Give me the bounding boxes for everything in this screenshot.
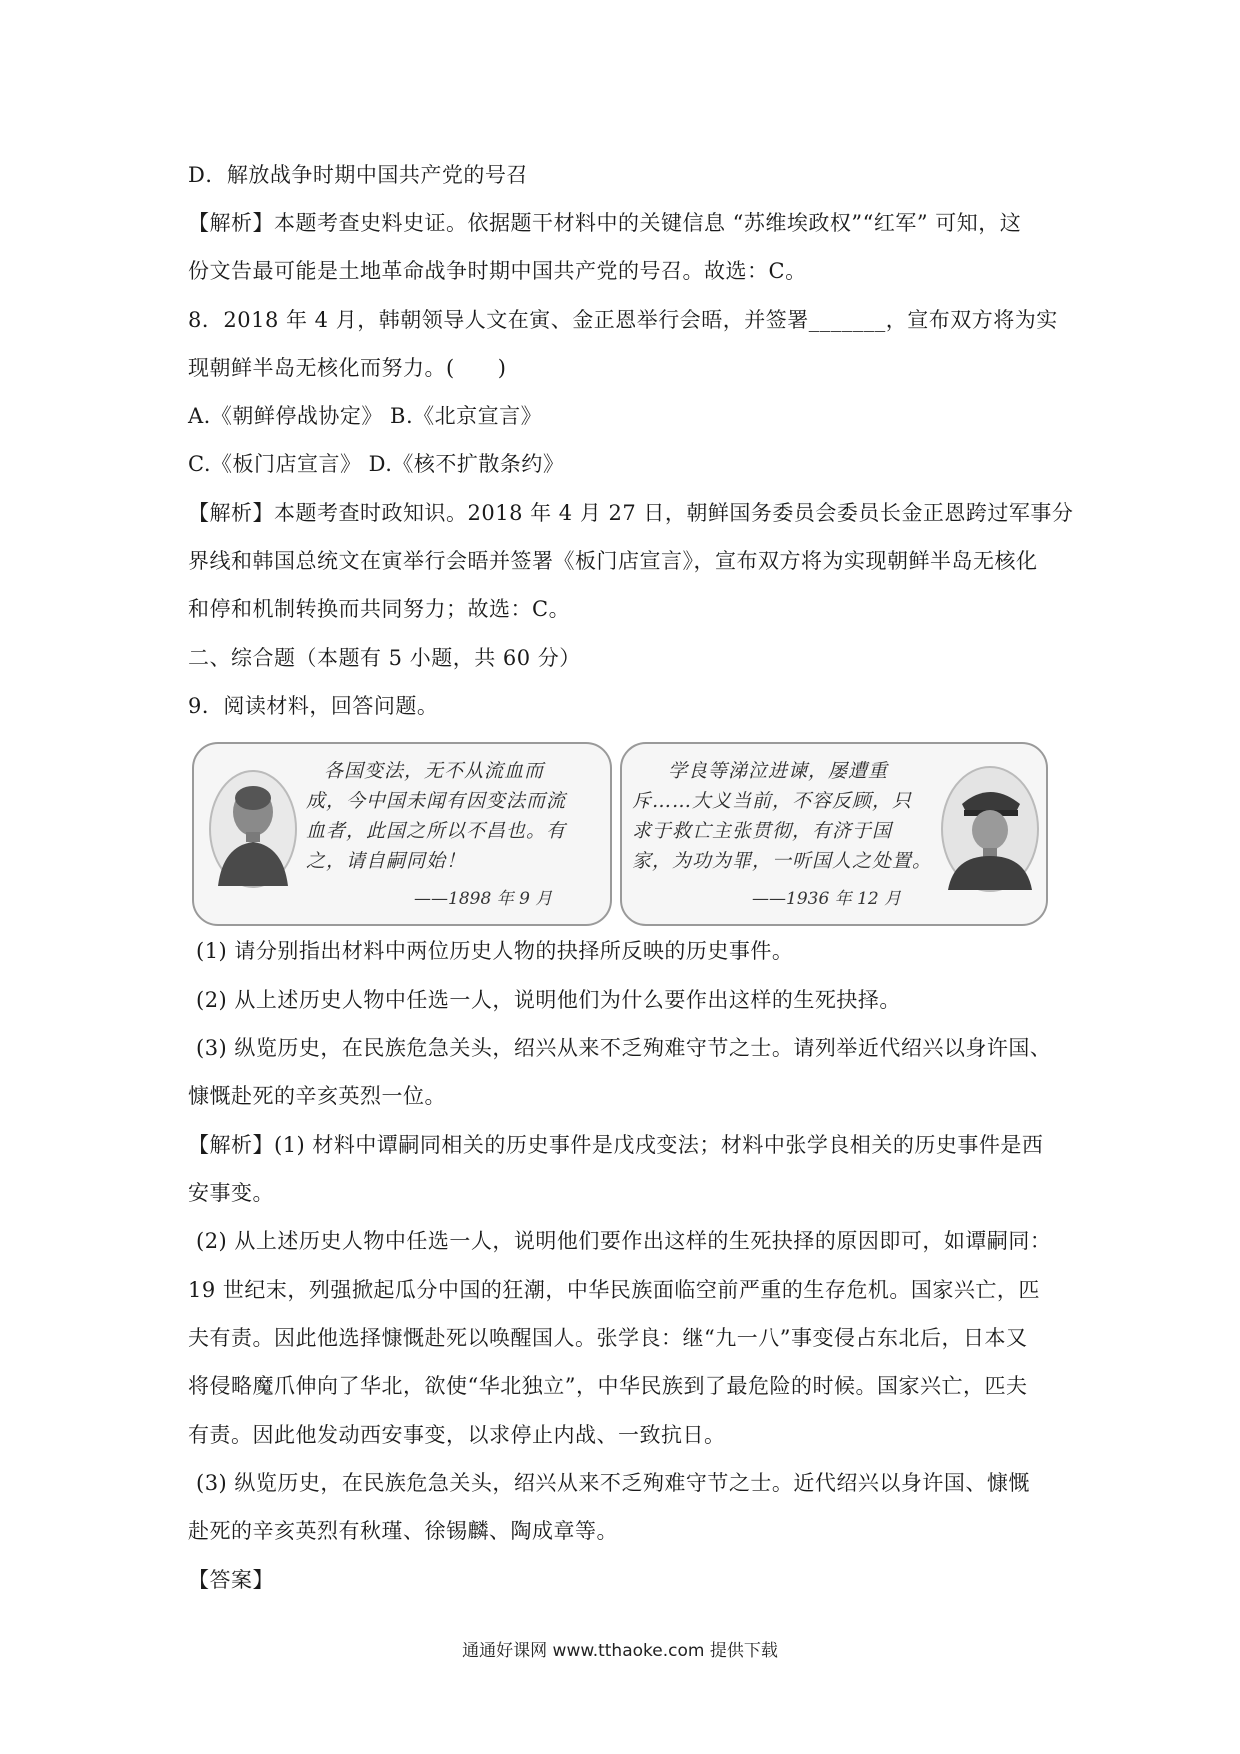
right-quote-line-3: 求于救亡主张贯彻，有济于国	[632, 820, 893, 842]
right-quote-line-2: 斥……大义当前，不容反顾，只	[632, 790, 913, 812]
analysis-9-line-5: 夫有责。因此他选择慷慨赴死以唤醒国人。张学良：继“九一八”事变侵占东北后，日本又	[188, 1326, 1028, 1350]
left-quote-date: ——1898 年 9 月	[414, 889, 553, 909]
question-8-line-2: 现朝鲜半岛无核化而努力。( )	[188, 356, 507, 380]
analysis-8-line-2: 界线和韩国总统文在寅举行会晤并签署《板门店宣言》，宣布双方将为实现朝鲜半岛无核化	[188, 549, 1038, 573]
question-8-options-cd: C.《板门店宣言》 D.《核不扩散条约》	[188, 452, 565, 476]
section-heading: 二、综合题（本题有 5 小题，共 60 分）	[188, 646, 581, 670]
analysis-9-line-2: 安事变。	[188, 1181, 274, 1205]
analysis-8-line-3: 和停和机制转换而共同努力；故选：C。	[188, 597, 571, 621]
sub-question-1: (1) 请分别指出材料中两位历史人物的抉择所反映的历史事件。	[196, 939, 794, 963]
analysis-7-line-2: 份文告最可能是土地革命战争时期中国共产党的号召。故选：C。	[188, 259, 807, 283]
material-figure	[188, 742, 1048, 928]
right-quote-date: ——1936 年 12 月	[752, 889, 902, 909]
analysis-9-line-4: 19 世纪末，列强掀起瓜分中国的狂潮，中华民族面临空前严重的生存危机。国家兴亡，匹	[188, 1278, 1040, 1302]
analysis-9-line-9: 赴死的辛亥英烈有秋瑾、徐锡麟、陶成章等。	[188, 1519, 618, 1543]
analysis-9-line-8: (3) 纵览历史，在民族危急关头，绍兴从来不乏殉难守节之士。近代绍兴以身许国、慷慨	[196, 1471, 1030, 1495]
left-quote-line-1: 各国变法，无不从流血而	[324, 760, 545, 782]
portrait-zhang-xueliang	[940, 764, 1040, 894]
sub-question-2: (2) 从上述历史人物中任选一人，说明他们为什么要作出这样的生死抉择。	[196, 988, 901, 1012]
left-quote-line-2: 成，今中国未闻有因变法而流	[306, 790, 567, 812]
option-d: D．解放战争时期中国共产党的号召	[188, 163, 528, 187]
analysis-8-line-1: 【解析】本题考查时政知识。2018 年 4 月 27 日，朝鲜国务委员会委员长金正恩跨过军事分	[188, 501, 1074, 525]
question-8-options-ab: A.《朝鲜停战协定》 B.《北京宣言》	[188, 404, 543, 428]
question-9-heading: 9．阅读材料，回答问题。	[188, 694, 439, 718]
left-quote-line-4: 之，请自嗣同始！	[306, 850, 467, 872]
analysis-9-line-7: 有责。因此他发动西安事变，以求停止内战、一致抗日。	[188, 1423, 726, 1447]
sub-question-3-line-1: (3) 纵览历史，在民族危急关头，绍兴从来不乏殉难守节之士。请列举近代绍兴以身许国、	[196, 1036, 1052, 1060]
answer-heading: 【答案】	[188, 1568, 274, 1592]
analysis-9-line-3: (2) 从上述历史人物中任选一人，说明他们要作出这样的生死抉择的原因即可，如谭嗣同：	[196, 1229, 1052, 1253]
tan-sitong-panel	[192, 742, 612, 926]
question-8-line-1: 8．2018 年 4 月，韩朝领导人文在寅、金正恩举行会晤，并签署_______，宣布双方将为实	[188, 308, 1058, 332]
footer-source: 通通好课网 www.tthaoke.com 提供下载	[462, 1641, 778, 1661]
right-quote-line-1: 学良等涕泣进谏，屡遭重	[668, 760, 889, 782]
portrait-tan-sitong	[208, 768, 298, 890]
analysis-7-line-1: 【解析】本题考查史料史证。依据题干材料中的关键信息 “苏维埃政权”“红军” 可知，这	[188, 211, 1022, 235]
zhang-xueliang-panel	[620, 742, 1048, 926]
left-quote-line-3: 血者，此国之所以不昌也。有	[306, 820, 567, 842]
analysis-9-line-1: 【解析】(1) 材料中谭嗣同相关的历史事件是戊戌变法；材料中张学良相关的历史事件是西	[188, 1133, 1044, 1157]
analysis-9-line-6: 将侵略魔爪伸向了华北，欲使“华北独立”，中华民族到了最危险的时候。国家兴亡，匹夫	[188, 1374, 1028, 1398]
right-quote-line-4: 家，为功为罪，一听国人之处置。	[632, 850, 933, 872]
sub-question-3-line-2: 慷慨赴死的辛亥英烈一位。	[188, 1084, 446, 1108]
